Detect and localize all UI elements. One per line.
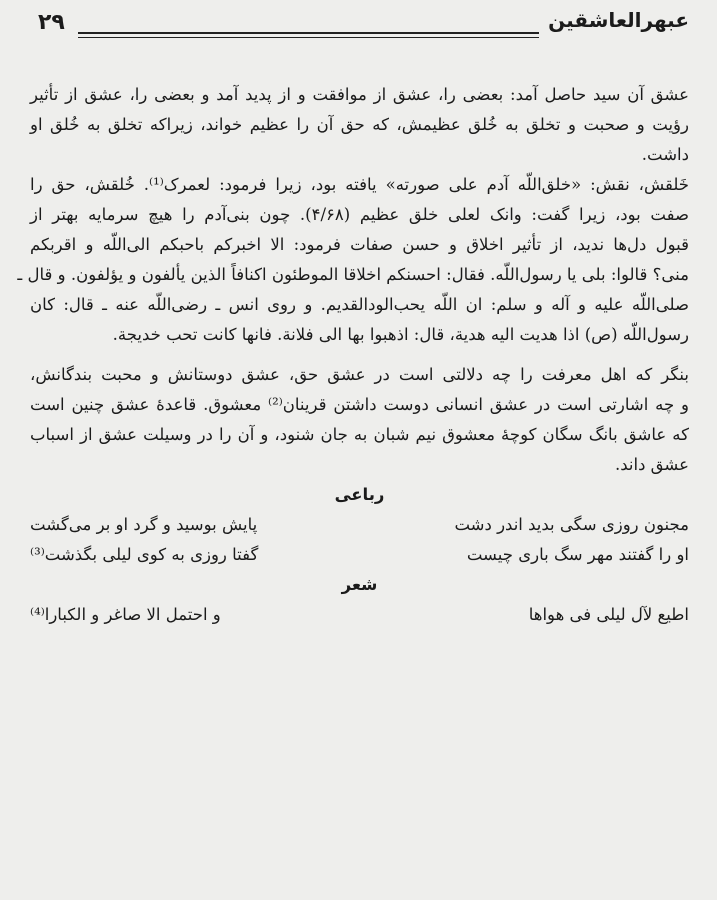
header-rule-thin	[78, 37, 539, 38]
text-line: رؤیت و صحبت و تخلق به خُلق عظیمش، که حق آن را عظیم خواند، زیراکه تخلق به خُلق او	[30, 115, 689, 134]
prose-section	[17, 80, 689, 480]
text-line: خَلقش، نقش: «خلق‌اللّه آدم علی صورته» یافته بود، زیرا فرمود: لعمرک⁽¹⁾. خُلقش، حق را	[30, 175, 689, 194]
verse-second-hemistich: پایش بوسید و گرد او بر می‌گشت	[30, 515, 258, 534]
verse-row	[30, 510, 689, 540]
text-line: رسول‌اللّه (ص) اذا هدیت الیه هدیة، قال: اذهبوا بها الی فلانة. فانها کانت تحب خدیجة.	[112, 325, 689, 344]
text-line: قبول دل‌ها ندید، از تأثیر اخلاق و حسن صفات فرمود: الا اخبرکم باحبکم الی‌اللّه و اقربکم	[30, 235, 689, 254]
text-line: عشق آن سید حاصل آمد: بعضی را، عشق از موافقت و از پدید آمد و بعضی را، عشق از تأثیر	[30, 85, 689, 104]
verse-first-hemistich: مجنون روزی سگی بدید اندر دشت	[454, 515, 689, 534]
text-line: بنگر که اهل معرفت را چه دلالتی است در عشق حق، عشق دوستانش و محبت بندگانش،	[30, 365, 689, 384]
text-line: صلی‌اللّه علیه و آله و سلم: ان اللّه یحب‌الودالقدیم. و روی انس ـ رضی‌اللّه عنه ـ قال: کان	[30, 295, 689, 314]
text-line: داشت.	[641, 145, 689, 164]
verse-first-hemistich: اطیع لآل لیلی فی هواها	[528, 605, 689, 624]
page-header	[30, 10, 689, 50]
text-line: منی؟ قالوا: بلی یا رسول‌اللّه. فقال: احسنکم اخلاقا الموطئون اکنافاً الذین یألفون و یؤلفون. و قال ـ	[17, 265, 689, 284]
shear-heading: شعر	[341, 575, 378, 594]
verse-second-hemistich: گفتا روزی به کوی لیلی بگذشت⁽³⁾	[30, 545, 259, 564]
body-text	[17, 80, 689, 630]
rubai-heading: رباعی	[334, 485, 385, 504]
verse-second-hemistich: و احتمل الا صاغر و الکبارا⁽⁴⁾	[30, 605, 221, 624]
book-title: عبهرالعاشقین	[548, 8, 689, 32]
shear-poem	[30, 600, 689, 630]
text-line: که عاشق بانگ سگان کوچهٔ معشوق نیم شبان به جان شنود، و آن را در وسیلت عشق از اسباب	[30, 425, 689, 444]
text-line: صفت بود، زیرا گفت: وانک لعلی خلق عظیم (۴/۶۸). چون بنی‌آدم را هیچ سرمایه بهتر از	[30, 205, 689, 224]
verse-row	[30, 600, 689, 630]
text-line: عشق داند.	[614, 455, 689, 474]
verse-first-hemistich: او را گفتند مهر سگ باری چیست	[466, 545, 689, 564]
header-rule	[78, 32, 539, 34]
text-line: و چه اشارتی است در عشق انسانی دوست داشتن قرینان⁽²⁾ معشوق. قاعدهٔ عشق چنین است	[30, 395, 689, 414]
verse-row	[30, 540, 689, 570]
page-number: ۲۹	[38, 10, 65, 35]
rubai-poem	[30, 510, 689, 570]
